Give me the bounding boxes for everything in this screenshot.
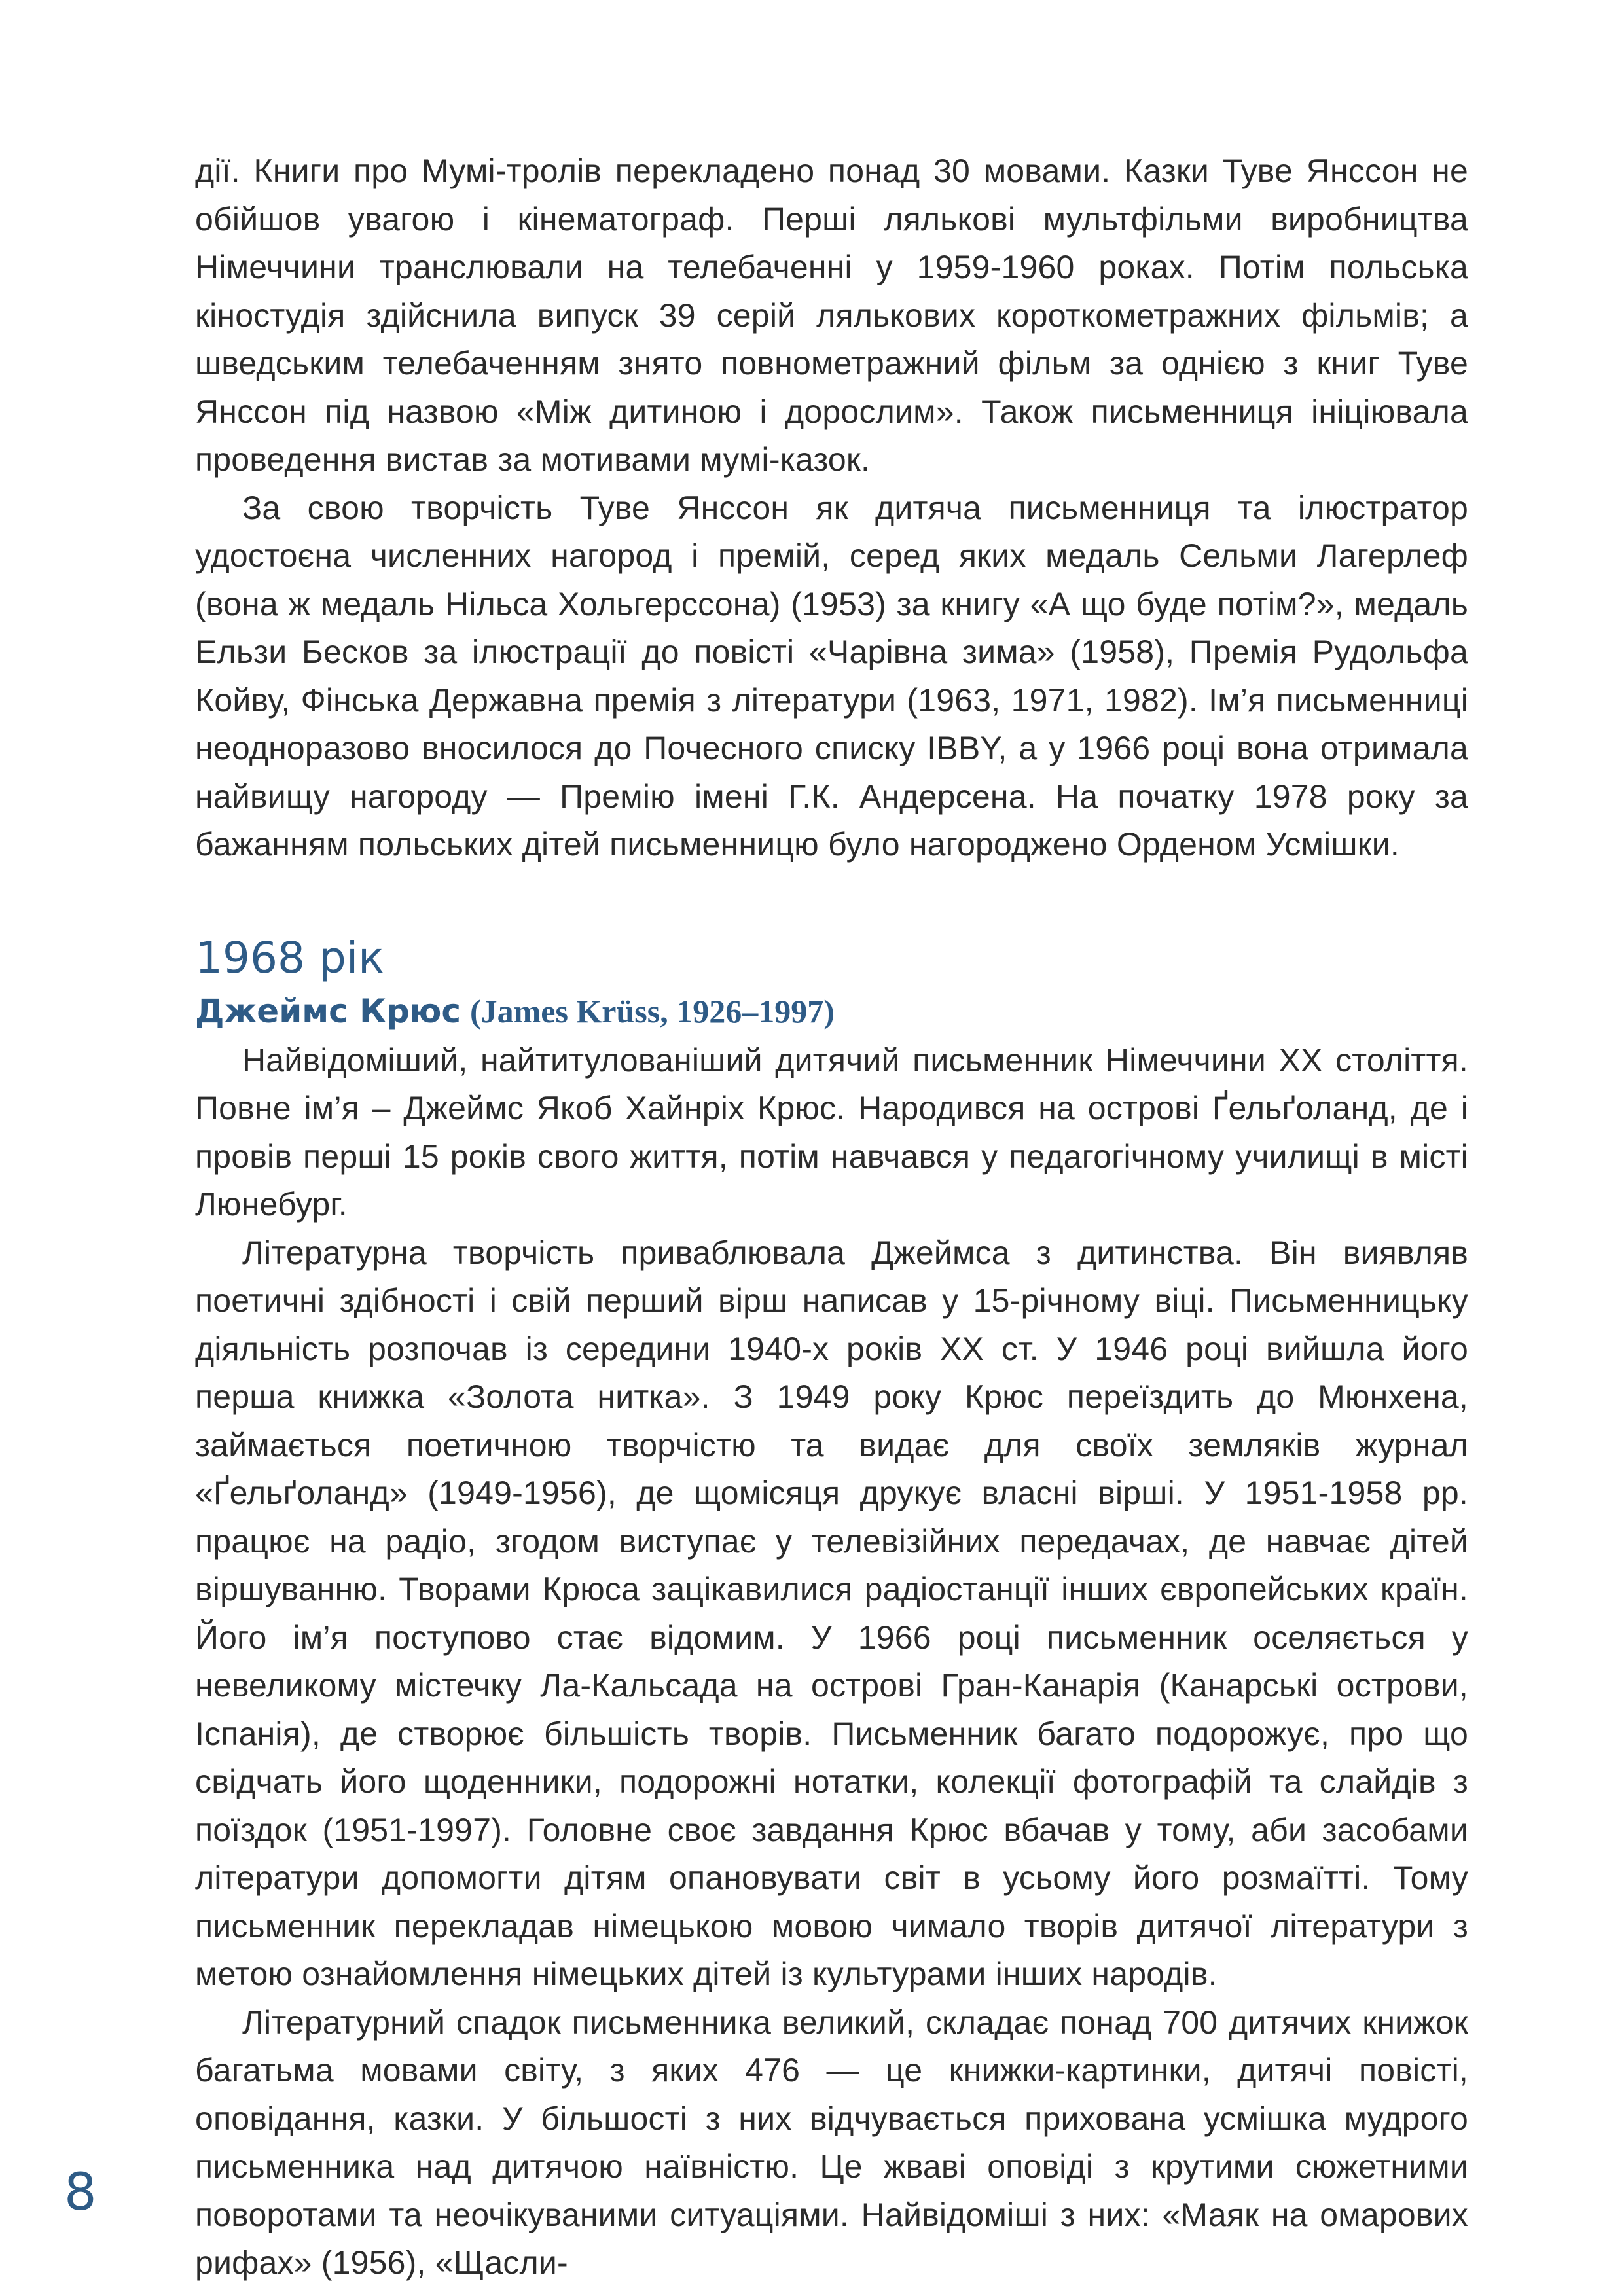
body-paragraph: Найвідоміший, найтитулованіший дитячий письменник Німеччини ХХ століття. Повне ім’я – Джеймс Якоб Хайнріх Крюс. Народився на острові Ґельґоланд, де і провів перші 15 років свого життя, потім навчався у педагогічному училищі в місті Люнебург. — [195, 1041, 1468, 1223]
body-paragraph: дії. Книги про Мумі-тролів перекладено понад 30 мовами. Казки Туве Янссон не обійшов увагою і кінематограф. Перші лялькові мультфільми виробництва Німеччини транслювали на телебаченні у 1959-1960 роках. Потім польська кіностудія здійснила випуск 39 серій лялькових короткометражних фільмів; а шведським телебаченням знято повнометражний фільм за однією з книг Туве Янссон під назвою «Між дитиною і дорослим». Також письменниця ініціювала проведення вистав за мотивами мумі-казок. — [195, 152, 1468, 478]
author-heading — [195, 988, 1468, 1034]
page-content — [195, 147, 1468, 2287]
author-latin-name: (James Krüss, 1926–1997) — [469, 992, 835, 1030]
body-paragraph: Літературний спадок письменника великий, складає понад 700 дитячих книжок багатьма мовами світу, з яких 476 — це книжки-картинки, дитячі повісті, оповідання, казки. У більшості з них відчувається прихована усмішка мудрого письменника над дитячою наївністю. Це жваві оповіді з крутими сюжетними поворотами та неочікуваними ситуаціями. Найвідоміші з них: «Маяк на омарових рифах» (1956), «Щасли- — [195, 2003, 1468, 2281]
page-number: 8 — [64, 2163, 97, 2222]
section-year-heading: 1968 рік — [195, 932, 385, 983]
body-paragraph: За свою творчість Туве Янссон як дитяча письменниця та ілюстратор удостоєна численних нагород і премій, серед яких медаль Сельми Лагерлеф (вона ж медаль Нільса Хольгерссона) (1953) за книгу «А що буде потім?», медаль Ельзи Бесков за ілюстрації до повісті «Чарівна зима» (1958), Премія Рудольфа Койву, Фінська Державна премія з літератури (1963, 1971, 1982). Ім’я письменниці неодноразово вносилося до Почесного списку IBBY, а у 1966 році вона отримала найвищу нагороду — Премію імені Г.К. Андерсена. На початку 1978 року за бажанням польських дітей письменницю було нагороджено Орденом Усмішки. — [195, 489, 1468, 863]
author-name: Джеймс Крюс — [195, 992, 461, 1030]
body-paragraph: Літературна творчість приваблювала Джеймса з дитинства. Він виявляв поетичні здібності і свій перший вірш написав у 15-річному віці. Письменницьку діяльність розпочав із середини 1940-х років ХХ ст. У 1946 році вийшла його перша книжка «Золота нитка». З 1949 року Крюс переїздить до Мюнхена, займається поетичною творчістю та видає для своїх земляків журнал «Ґельґоланд» (1949-1956), де щомісяця друкує власні вірші. У 1951-1958 рр. працює на радіо, згодом виступає у телевізійних передачах, де навчає дітей віршуванню. Творами Крюса зацікавилися радіостанції інших європейських країн. Його ім’я поступово стає відомим. У 1966 році письменник оселяється у невеликому містечку Ла-Кальсада на острові Гран-Канарія (Канарські острови, Іспанія), де створює більшість творів. Письменник багато подорожує, про що свідчать його щоденники, подорожні нотатки, колекції фотографій та слайдів з поїздок (1951-1997). Головне своє завдання Крюс вбачав у тому, аби засобами літератури допомогти дітям опановувати світ в усьому його розмаїтті. Тому письменник перекладав німецькою мовою чимало творів дитячої літератури з метою ознайомлення німецьких дітей із культурами інших народів. — [195, 1234, 1468, 1992]
